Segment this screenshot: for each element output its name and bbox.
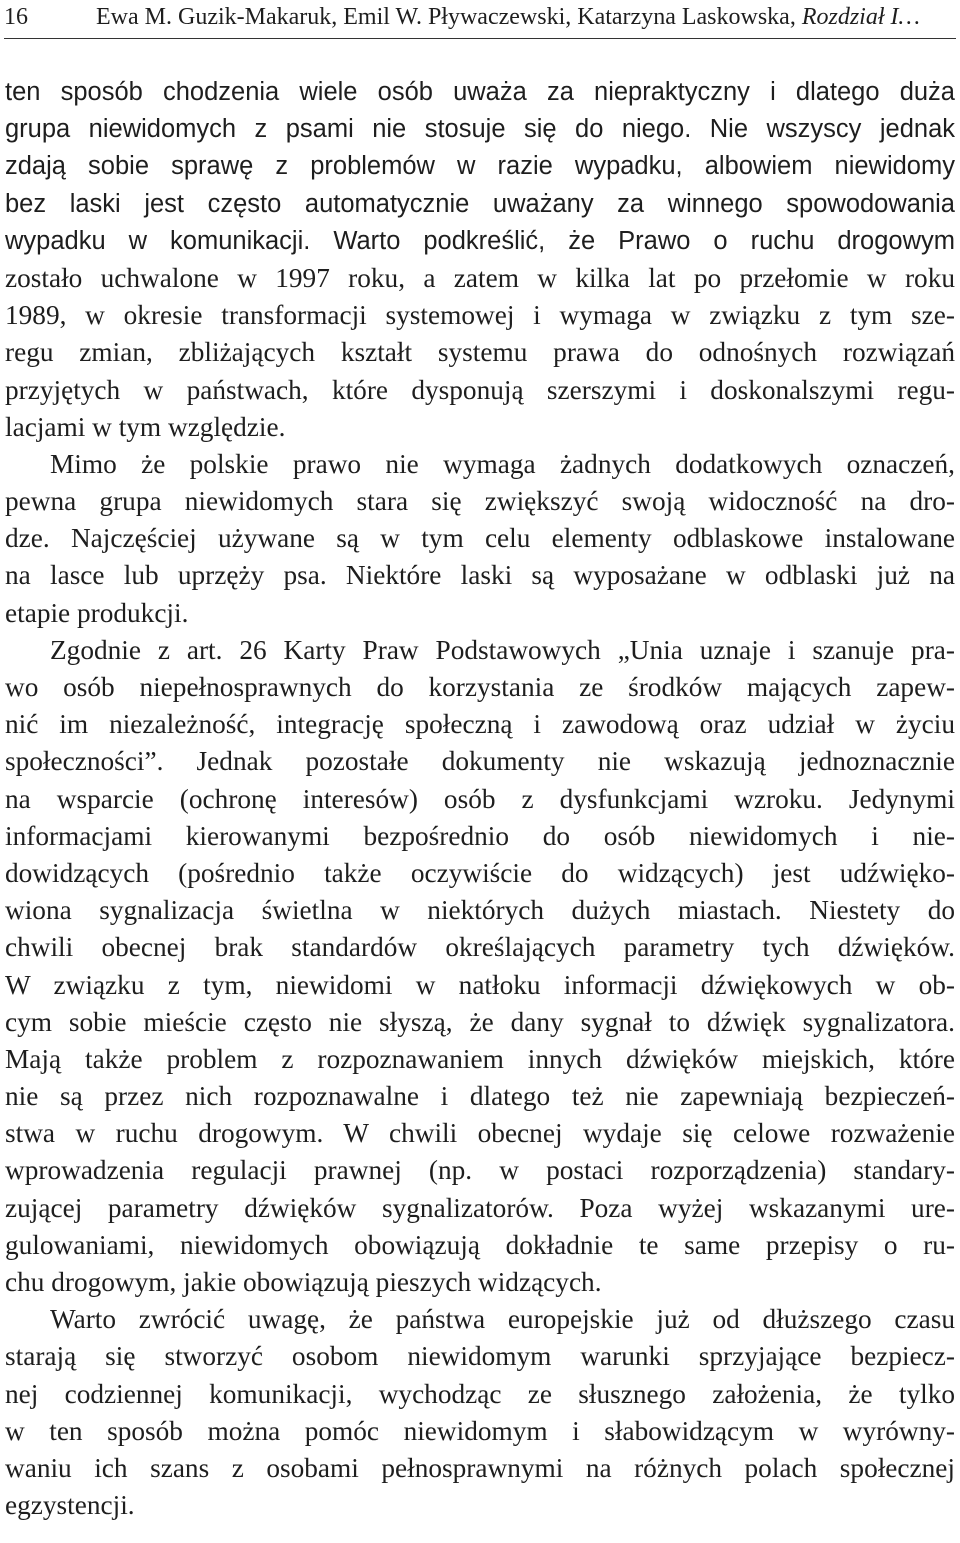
text-line: zdają sobie sprawę z problemów w razie wypadku, albowiem niewidomy (5, 152, 955, 181)
text-line: dze. Najczęściej używane są w tym celu elementy odblaskowe instalowane (5, 523, 955, 554)
text-line: zostało uchwalone w 1997 roku, a zatem w kilka lat po przełomie w roku (5, 262, 955, 293)
running-head-authors: Ewa M. Guzik-Makaruk, Emil W. Pływaczewski, Katarzyna Laskowska, (96, 4, 802, 30)
text-line: dowidzących (pośrednio także oczywiście do widzących) jest udźwięko- (5, 857, 955, 888)
text-line: egzystencji. (5, 1490, 135, 1521)
text-line: starają się stworzyć osobom niewidomym warunki sprzyjające bezpiecz- (5, 1341, 955, 1372)
text-line: wprowadzenia regulacji prawnej (np. w postaci rozporządzenia) standary- (5, 1155, 955, 1186)
text-line: gulowaniami, niewidomych obowiązują dokładnie te same przepisy o ru- (5, 1229, 955, 1260)
page-number: 16 (4, 4, 28, 30)
text-line: przyjętych w państwach, które dysponują szerszymi i doskonalszymi regu- (5, 374, 955, 405)
text-line: pewna grupa niewidomych stara się zwiększyć swoją widoczność na dro- (5, 486, 955, 517)
text-line: etapie produkcji. (5, 597, 189, 628)
text-line: na wsparcie (ochronę interesów) osób z dysfunkcjami wzroku. Jedynymi (5, 783, 955, 814)
text-line: cym sobie mieście często nie słyszą, że dany sygnał to dźwięk sygnalizatora. (5, 1006, 955, 1037)
body-text (5, 74, 955, 1524)
text-line: zującej parametry dźwięków sygnalizatorów. Poza wyżej wskazanymi ure- (5, 1192, 955, 1223)
text-line: grupa niewidomych z psami nie stosuje się do niego. Nie wszyscy jednak (5, 115, 955, 144)
text-line: chwili obecnej brak standardów określających parametry tych dźwięków. (5, 932, 955, 963)
text-line: wypadku w komunikacji. Warto podkreślić, że Prawo o ruchu drogowym (5, 226, 955, 255)
paragraph (5, 446, 955, 632)
text-line: ten sposób chodzenia wiele osób uważa za niepraktyczny i dlatego duża (5, 78, 955, 106)
text-line: nie są przez nich rozpoznawalne i dlatego też nie zapewniają bezpieczeń- (5, 1081, 955, 1112)
text-line: stwa w ruchu drogowym. W chwili obecnej wydaje się celowe rozważenie (5, 1118, 955, 1149)
text-line: nić im niezależność, integrację społeczną i zawodową oraz udział w życiu (5, 709, 955, 740)
text-line: Mają także problem z rozpoznawaniem innych dźwięków miejskich, które (5, 1043, 955, 1074)
text-line: społeczności”. Jednak pozostałe dokumenty nie wskazują jednoznacznie (5, 746, 955, 777)
text-line: chu drogowym, jakie obowiązują pieszych widzących. (5, 1267, 602, 1297)
text-line: na lasce lub uprzęży psa. Niektóre laski są wyposażane w odblaski już na (5, 560, 955, 591)
running-head (96, 2, 920, 32)
text-line: Zgodnie z art. 26 Karty Praw Podstawowych „Unia uznaje i szanuje pra- (50, 634, 955, 665)
text-line: nej codziennej komunikacji, wychodząc ze słusznego założenia, że tylko (5, 1378, 955, 1409)
text-line: wiona sygnalizacja świetlna w niektórych dużych miastach. Niestety do (5, 895, 955, 926)
text-line: waniu ich szans z osobami pełnosprawnymi na różnych polach społecznej (5, 1452, 955, 1483)
text-line: lacjami w tym względzie. (5, 411, 286, 442)
paragraph (5, 1301, 955, 1524)
paragraph (5, 74, 955, 446)
text-line: 1989, w okresie transformacji systemowej i wymaga w związku z tym sze- (5, 300, 955, 331)
paragraph (5, 632, 955, 1301)
text-line: wo osób niepełnosprawnych do korzystania ze środków mających zapew- (5, 672, 955, 702)
text-line: informacjami kierowanymi bezpośrednio do osób niewidomych i nie- (5, 820, 955, 851)
text-line: regu zmian, zbliżających kształt systemu prawa do odnośnych rozwiązań (5, 337, 955, 368)
header-rule (4, 38, 956, 39)
running-header (4, 2, 956, 36)
text-line: w ten sposób można pomóc niewidomym i słabowidzącym w wyrówny- (5, 1415, 955, 1446)
text-line: Warto zwrócić uwagę, że państwa europejskie już od dłuższego czasu (50, 1304, 955, 1335)
running-head-chapter: Rozdział I… (801, 4, 920, 30)
text-line: Mimo że polskie prawo nie wymaga żadnych dodatkowych oznaczeń, (50, 448, 955, 479)
text-line: bez laski jest często automatycznie uważany za winnego spowodowania (5, 189, 955, 218)
text-line: W związku z tym, niewidomi w natłoku informacji dźwiękowych w ob- (5, 969, 955, 1000)
